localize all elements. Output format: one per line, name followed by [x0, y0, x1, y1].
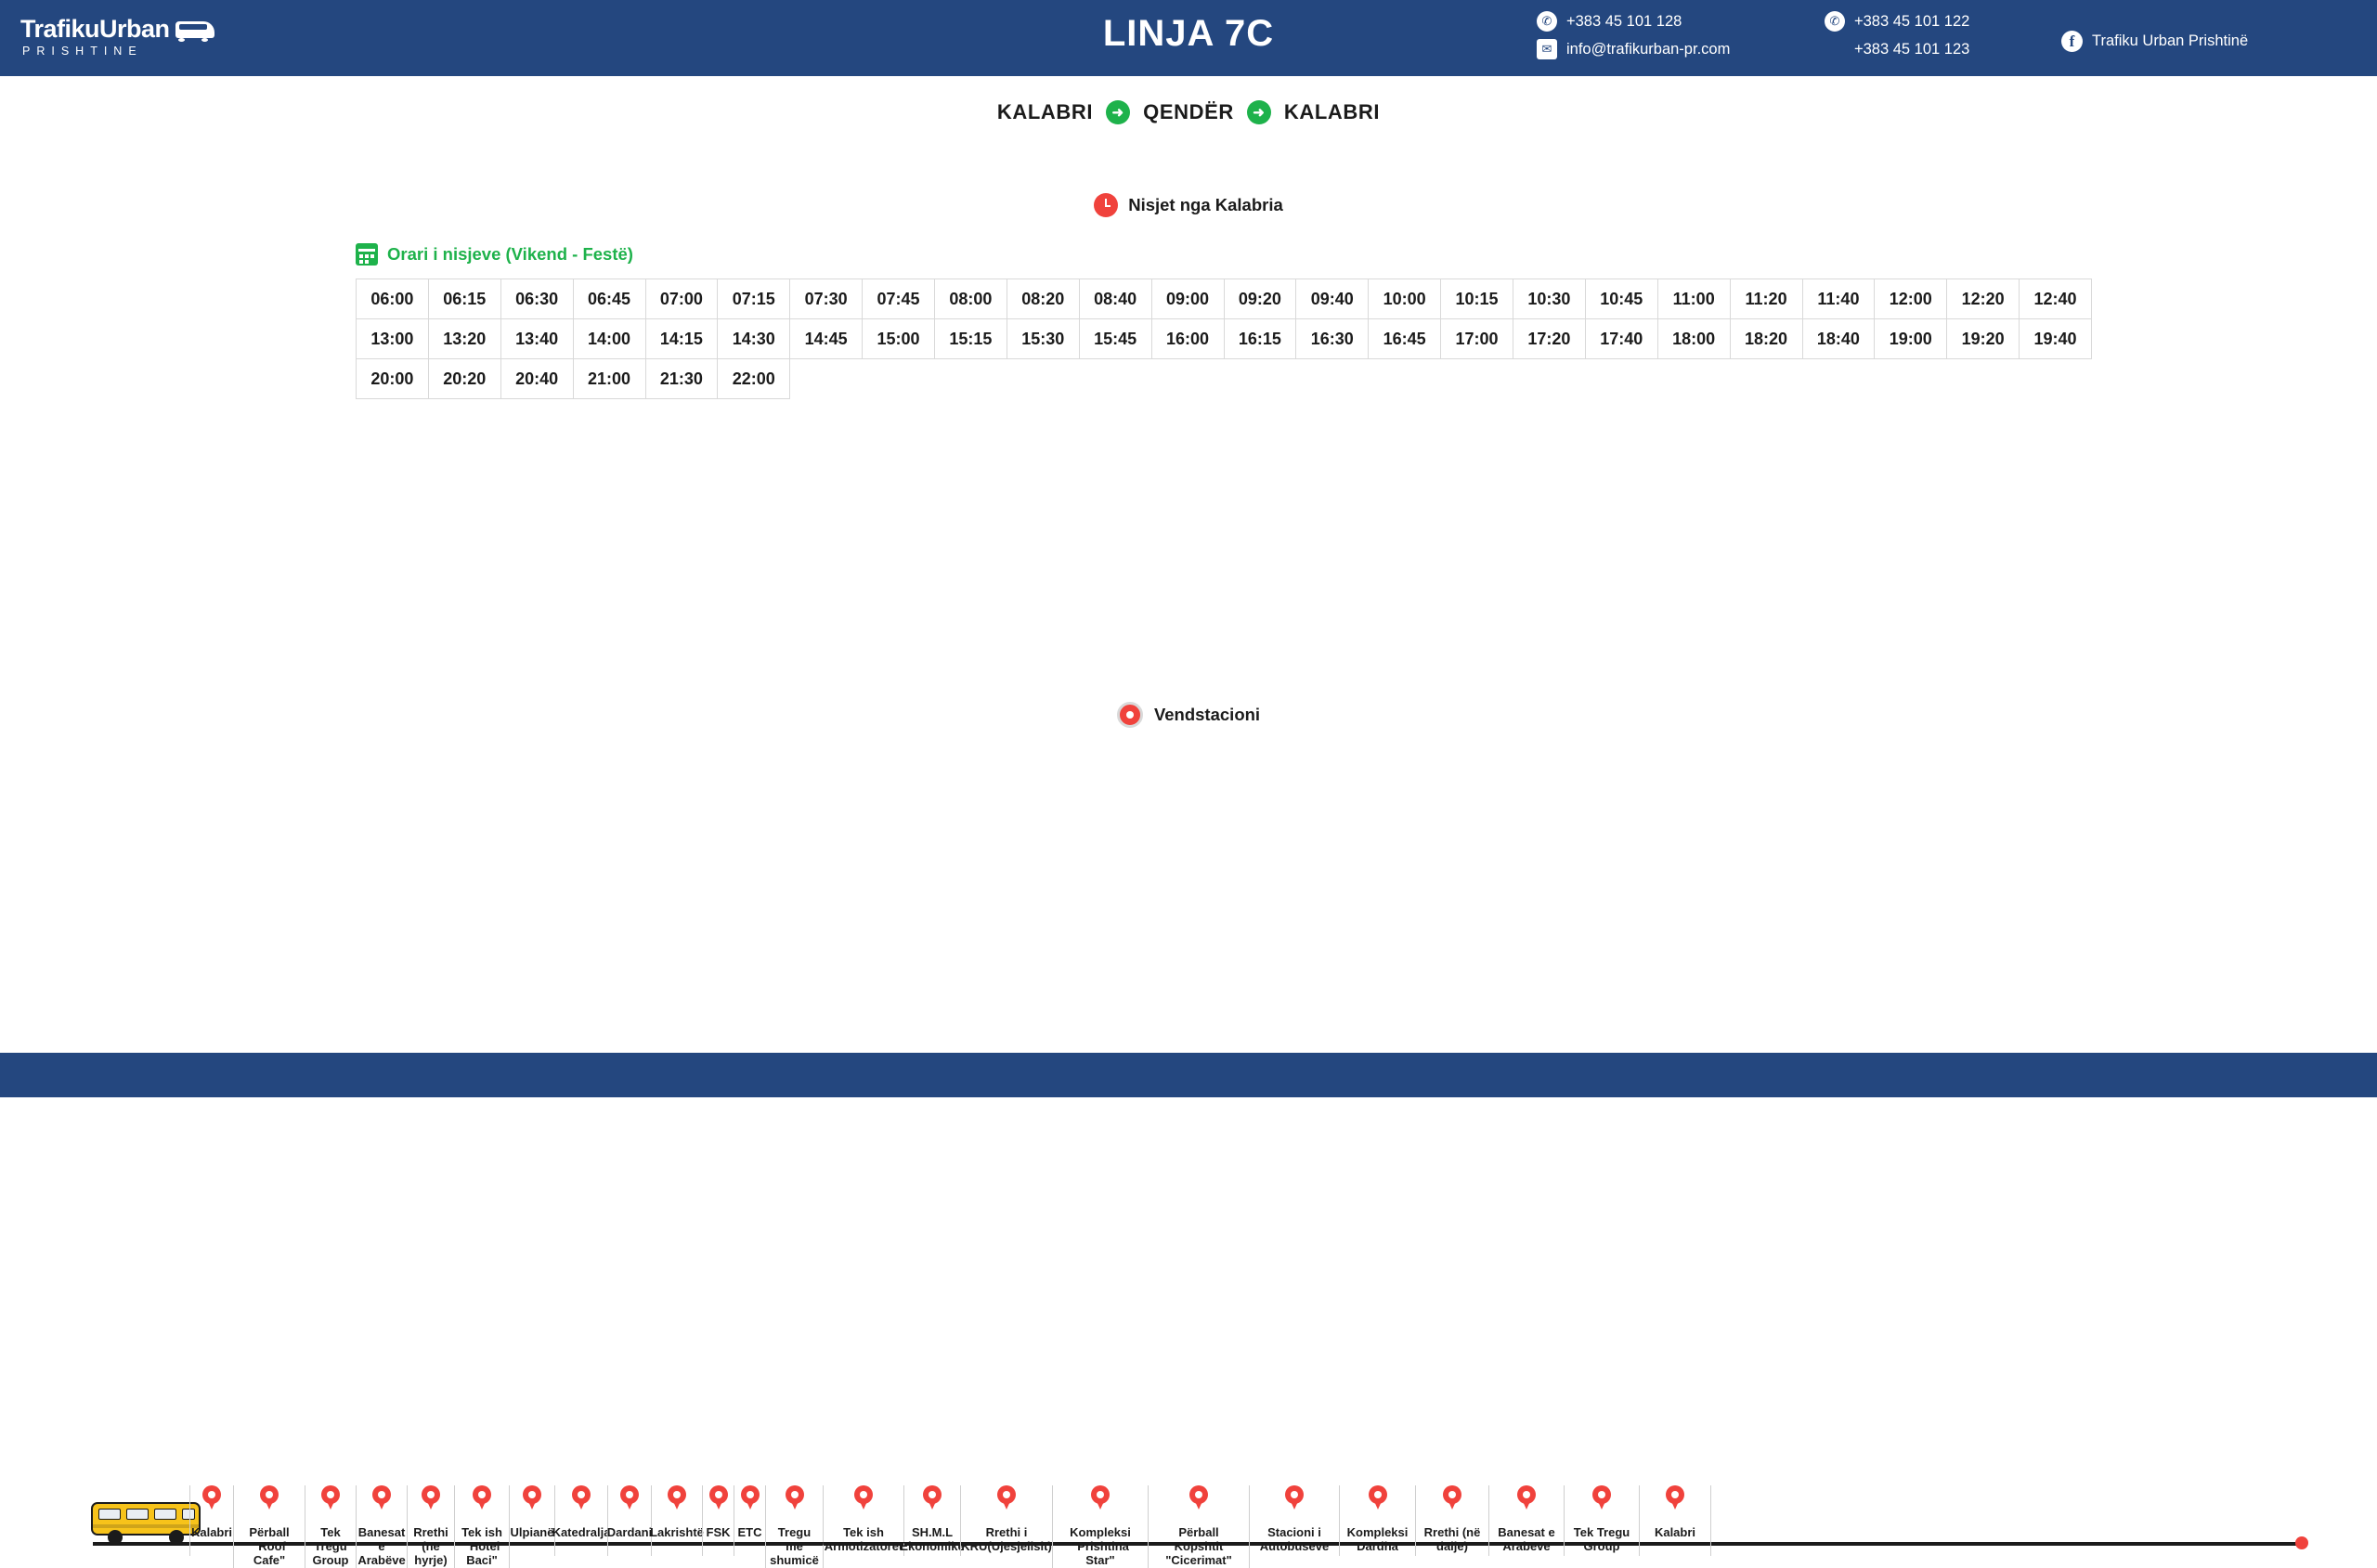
departure-time-cell[interactable]: 07:15 — [718, 279, 790, 319]
departure-time-cell[interactable]: 10:00 — [1369, 279, 1441, 319]
station-label: Ulpianë — [510, 1525, 554, 1539]
map-pin-icon — [620, 1485, 639, 1511]
departure-time-cell[interactable]: 20:40 — [500, 359, 573, 399]
route-destination: KALABRI — [1283, 100, 1381, 123]
arrow-right-icon: ➜ — [1247, 100, 1271, 124]
departure-time-cell[interactable]: 15:00 — [863, 319, 935, 359]
map-pin-icon — [202, 1485, 221, 1511]
departure-time-cell[interactable]: 06:30 — [500, 279, 573, 319]
departure-time-cell-empty — [1802, 359, 1875, 399]
station-item[interactable] — [305, 1485, 357, 1568]
departure-time-cell-empty — [1441, 359, 1513, 399]
station-item[interactable] — [1415, 1485, 1489, 1556]
station-item[interactable] — [818, 1485, 909, 1556]
map-pin-icon — [1285, 1485, 1304, 1511]
station-label: Tek Tregu Group — [312, 1525, 349, 1567]
contact-email[interactable] — [1537, 39, 1730, 59]
map-pin-icon — [1517, 1485, 1536, 1511]
email-icon: ✉ — [1537, 39, 1557, 59]
departure-time-cell[interactable]: 11:40 — [1802, 279, 1875, 319]
route-direction — [0, 100, 2377, 124]
stations-heading — [0, 702, 2377, 728]
departure-time-cell[interactable]: 10:30 — [1513, 279, 1586, 319]
station-list — [190, 1485, 1711, 1568]
departure-time-cell[interactable]: 06:45 — [573, 279, 645, 319]
station-label: Katedralja — [552, 1525, 611, 1539]
contact-email-text: info@trafikurban-pr.com — [1566, 40, 1731, 58]
map-pin-icon — [1666, 1485, 1684, 1511]
logo-subtitle: PRISHTINE — [22, 45, 143, 58]
station-label: FSK — [706, 1525, 731, 1539]
departure-time-cell[interactable]: 08:00 — [935, 279, 1007, 319]
departure-times-row — [357, 359, 2092, 399]
page-title: LINJA 7C — [1102, 13, 1275, 54]
contact-group-primary — [1537, 11, 1730, 59]
departure-time-cell[interactable]: 21:30 — [645, 359, 718, 399]
departure-time-cell[interactable]: 18:40 — [1802, 319, 1875, 359]
map-pin-icon — [1091, 1485, 1110, 1511]
departure-time-cell[interactable]: 17:00 — [1441, 319, 1513, 359]
departure-time-cell[interactable]: 15:15 — [935, 319, 1007, 359]
departure-time-cell-empty — [1079, 359, 1151, 399]
station-item[interactable] — [552, 1485, 611, 1556]
departure-times-row — [357, 279, 2092, 319]
station-item[interactable] — [356, 1485, 408, 1568]
station-item[interactable] — [1639, 1485, 1711, 1556]
calendar-icon — [356, 243, 378, 266]
station-label: Lakrishtë — [650, 1525, 704, 1539]
phone-icon: ✆ — [1825, 11, 1845, 32]
station-item[interactable] — [651, 1485, 703, 1556]
departure-time-cell[interactable]: 17:20 — [1513, 319, 1586, 359]
station-item[interactable] — [1249, 1485, 1340, 1556]
station-label: Tek ish "Hotel Baci" — [461, 1525, 502, 1567]
contact-phone-2[interactable] — [1825, 11, 1969, 32]
departure-time-cell-empty — [863, 359, 935, 399]
route-map — [0, 743, 2377, 1567]
departure-time-cell-empty — [790, 359, 863, 399]
station-item[interactable] — [1148, 1485, 1250, 1568]
departure-time-cell[interactable]: 08:40 — [1079, 279, 1151, 319]
station-item[interactable] — [407, 1485, 455, 1568]
phone-icon: ✆ — [1537, 11, 1557, 32]
departure-time-cell[interactable]: 09:00 — [1151, 279, 1224, 319]
map-pin-icon — [321, 1485, 340, 1511]
route-middle: QENDËR — [1143, 100, 1234, 123]
page-footer — [0, 1053, 2377, 1097]
station-label: Banesat e Arabëve — [1498, 1525, 1555, 1553]
map-pin-icon — [1443, 1485, 1461, 1511]
departure-time-cell[interactable]: 06:00 — [357, 279, 429, 319]
departure-time-cell[interactable]: 19:00 — [1875, 319, 1947, 359]
contact-phone-3-text: +383 45 101 123 — [1854, 40, 1970, 58]
map-pin-icon — [1369, 1485, 1387, 1511]
station-label: Përball Kopshtit "Cicerimat" — [1165, 1525, 1232, 1567]
map-pin-icon — [923, 1485, 942, 1511]
departure-times-row — [357, 319, 2092, 359]
station-item[interactable] — [1488, 1485, 1565, 1556]
station-item[interactable] — [734, 1485, 766, 1556]
station-label: Kalabri — [190, 1525, 233, 1539]
departure-time-cell-empty — [2020, 359, 2092, 399]
departure-times-body — [357, 279, 2092, 399]
map-pin-icon — [1189, 1485, 1208, 1511]
station-label: SH.M.L Ekonomike — [900, 1525, 965, 1553]
station-item[interactable] — [233, 1485, 305, 1568]
station-label: Rrethi i KRU(Ujësjellsit) — [961, 1525, 1052, 1553]
contact-phone-1[interactable] — [1537, 11, 1730, 32]
departure-time-cell[interactable]: 15:45 — [1079, 319, 1151, 359]
departure-time-cell-empty — [1224, 359, 1296, 399]
departures-heading — [0, 193, 2377, 217]
map-pin-icon — [1592, 1485, 1611, 1511]
station-label: Kompleksi "Prishtina Star" — [1070, 1525, 1131, 1567]
departure-time-cell[interactable]: 13:00 — [357, 319, 429, 359]
station-label: Tek ish "Armotizatorët" — [818, 1525, 909, 1553]
departure-time-cell[interactable]: 15:30 — [1007, 319, 1079, 359]
departure-time-cell[interactable]: 14:45 — [790, 319, 863, 359]
departure-time-cell[interactable]: 13:40 — [500, 319, 573, 359]
map-pin-icon — [473, 1485, 491, 1511]
departure-time-cell[interactable]: 19:40 — [2020, 319, 2092, 359]
contact-phone-1-text: +383 45 101 128 — [1566, 12, 1682, 30]
clock-icon — [1094, 193, 1118, 217]
map-pin-icon — [372, 1485, 391, 1511]
departure-time-cell[interactable]: 21:00 — [573, 359, 645, 399]
station-item[interactable] — [702, 1485, 734, 1556]
departure-time-cell[interactable]: 18:00 — [1657, 319, 1730, 359]
departure-time-cell[interactable]: 12:20 — [1947, 279, 2020, 319]
map-pin-icon — [523, 1485, 541, 1511]
departure-time-cell[interactable]: 11:20 — [1730, 279, 1802, 319]
app-header — [0, 0, 2377, 76]
map-pin-icon — [668, 1485, 686, 1511]
logo-name: TrafikuUrban — [20, 15, 170, 43]
departure-time-cell[interactable]: 19:20 — [1947, 319, 2020, 359]
departure-time-cell[interactable]: 12:40 — [2020, 279, 2092, 319]
map-pin-icon — [422, 1485, 440, 1511]
station-label: Tek Tregu Group — [1573, 1525, 1630, 1553]
schedule-title: Orari i nisjeve (Vikend - Festë) — [387, 244, 633, 264]
departure-time-cell-empty — [1369, 359, 1441, 399]
station-label: Stacioni i Autobusëve — [1259, 1525, 1330, 1553]
station-label: Banesat e Arabëve — [357, 1525, 406, 1567]
station-item[interactable] — [960, 1485, 1053, 1556]
route-origin: KALABRI — [996, 100, 1094, 123]
facebook-label: Trafiku Urban Prishtinë — [2092, 32, 2249, 49]
map-pin-icon — [1117, 702, 1143, 728]
schedule-title-row — [356, 243, 2092, 266]
departure-time-cell[interactable]: 08:20 — [1007, 279, 1079, 319]
departure-time-cell[interactable]: 13:20 — [428, 319, 500, 359]
departure-time-cell[interactable]: 14:00 — [573, 319, 645, 359]
station-label: Tregu me shumicë — [770, 1525, 819, 1567]
departure-time-cell[interactable]: 07:45 — [863, 279, 935, 319]
map-pin-icon — [786, 1485, 804, 1511]
departure-times-table — [356, 279, 2092, 399]
facebook-link[interactable] — [2061, 31, 2248, 52]
departure-time-cell-empty — [1151, 359, 1224, 399]
departure-time-cell[interactable]: 20:00 — [357, 359, 429, 399]
departure-time-cell[interactable]: 07:00 — [645, 279, 718, 319]
station-item[interactable] — [1339, 1485, 1416, 1556]
station-item[interactable] — [900, 1485, 965, 1556]
schedule-section — [356, 243, 2092, 399]
station-label: ETC — [737, 1525, 762, 1539]
departure-time-cell[interactable]: 17:40 — [1585, 319, 1657, 359]
departure-time-cell[interactable]: 09:20 — [1224, 279, 1296, 319]
route-end-dot — [2295, 1536, 2308, 1549]
departure-time-cell[interactable]: 09:40 — [1296, 279, 1369, 319]
station-label: Kalabri — [1654, 1525, 1696, 1539]
arrow-right-icon: ➜ — [1106, 100, 1130, 124]
departure-time-cell[interactable]: 07:30 — [790, 279, 863, 319]
contact-phone-3[interactable] — [1825, 39, 1969, 59]
departure-time-cell[interactable]: 16:30 — [1296, 319, 1369, 359]
departure-time-cell[interactable]: 22:00 — [718, 359, 790, 399]
departure-time-cell-empty — [1875, 359, 1947, 399]
departure-time-cell-empty — [1730, 359, 1802, 399]
departure-time-cell[interactable]: 10:15 — [1441, 279, 1513, 319]
departure-time-cell[interactable]: 10:45 — [1585, 279, 1657, 319]
departure-time-cell[interactable]: 16:15 — [1224, 319, 1296, 359]
station-label: Përball "Roof Cafe" — [249, 1525, 290, 1567]
departure-time-cell-empty — [1296, 359, 1369, 399]
departure-time-cell-empty — [1585, 359, 1657, 399]
station-item[interactable] — [454, 1485, 510, 1568]
departures-heading-text: Nisjet nga Kalabria — [1128, 195, 1283, 214]
departure-time-cell[interactable]: 06:15 — [428, 279, 500, 319]
map-pin-icon — [572, 1485, 591, 1511]
map-pin-icon — [741, 1485, 760, 1511]
station-label: Kompleksi "Dardha" — [1346, 1525, 1409, 1553]
departure-time-cell-empty — [1513, 359, 1586, 399]
contact-group-secondary — [1825, 11, 1969, 59]
station-item[interactable] — [1052, 1485, 1149, 1568]
departure-time-cell[interactable]: 20:20 — [428, 359, 500, 399]
departure-time-cell[interactable]: 12:00 — [1875, 279, 1947, 319]
station-label: Rrethi (në hyrje) — [413, 1525, 448, 1567]
map-pin-icon — [709, 1485, 728, 1511]
departure-time-cell[interactable]: 14:30 — [718, 319, 790, 359]
map-pin-icon — [854, 1485, 873, 1511]
station-label: Dardani — [606, 1525, 653, 1539]
departure-time-cell-empty — [1657, 359, 1730, 399]
station-item[interactable] — [1564, 1485, 1640, 1556]
departure-time-cell[interactable]: 18:20 — [1730, 319, 1802, 359]
station-item[interactable] — [189, 1485, 234, 1556]
station-label: Rrethi (në dalje) — [1423, 1525, 1481, 1553]
map-pin-icon — [997, 1485, 1016, 1511]
departure-time-cell-empty — [1007, 359, 1079, 399]
map-pin-icon — [260, 1485, 279, 1511]
departure-time-cell[interactable]: 14:15 — [645, 319, 718, 359]
departure-time-cell[interactable]: 16:45 — [1369, 319, 1441, 359]
departure-time-cell[interactable]: 11:00 — [1657, 279, 1730, 319]
departure-time-cell-empty — [1947, 359, 2020, 399]
contact-phone-2-text: +383 45 101 122 — [1854, 12, 1970, 30]
departure-time-cell-empty — [935, 359, 1007, 399]
stations-heading-text: Vendstacioni — [1153, 705, 1261, 724]
departure-time-cell[interactable]: 16:00 — [1151, 319, 1224, 359]
facebook-icon: f — [2061, 31, 2083, 52]
